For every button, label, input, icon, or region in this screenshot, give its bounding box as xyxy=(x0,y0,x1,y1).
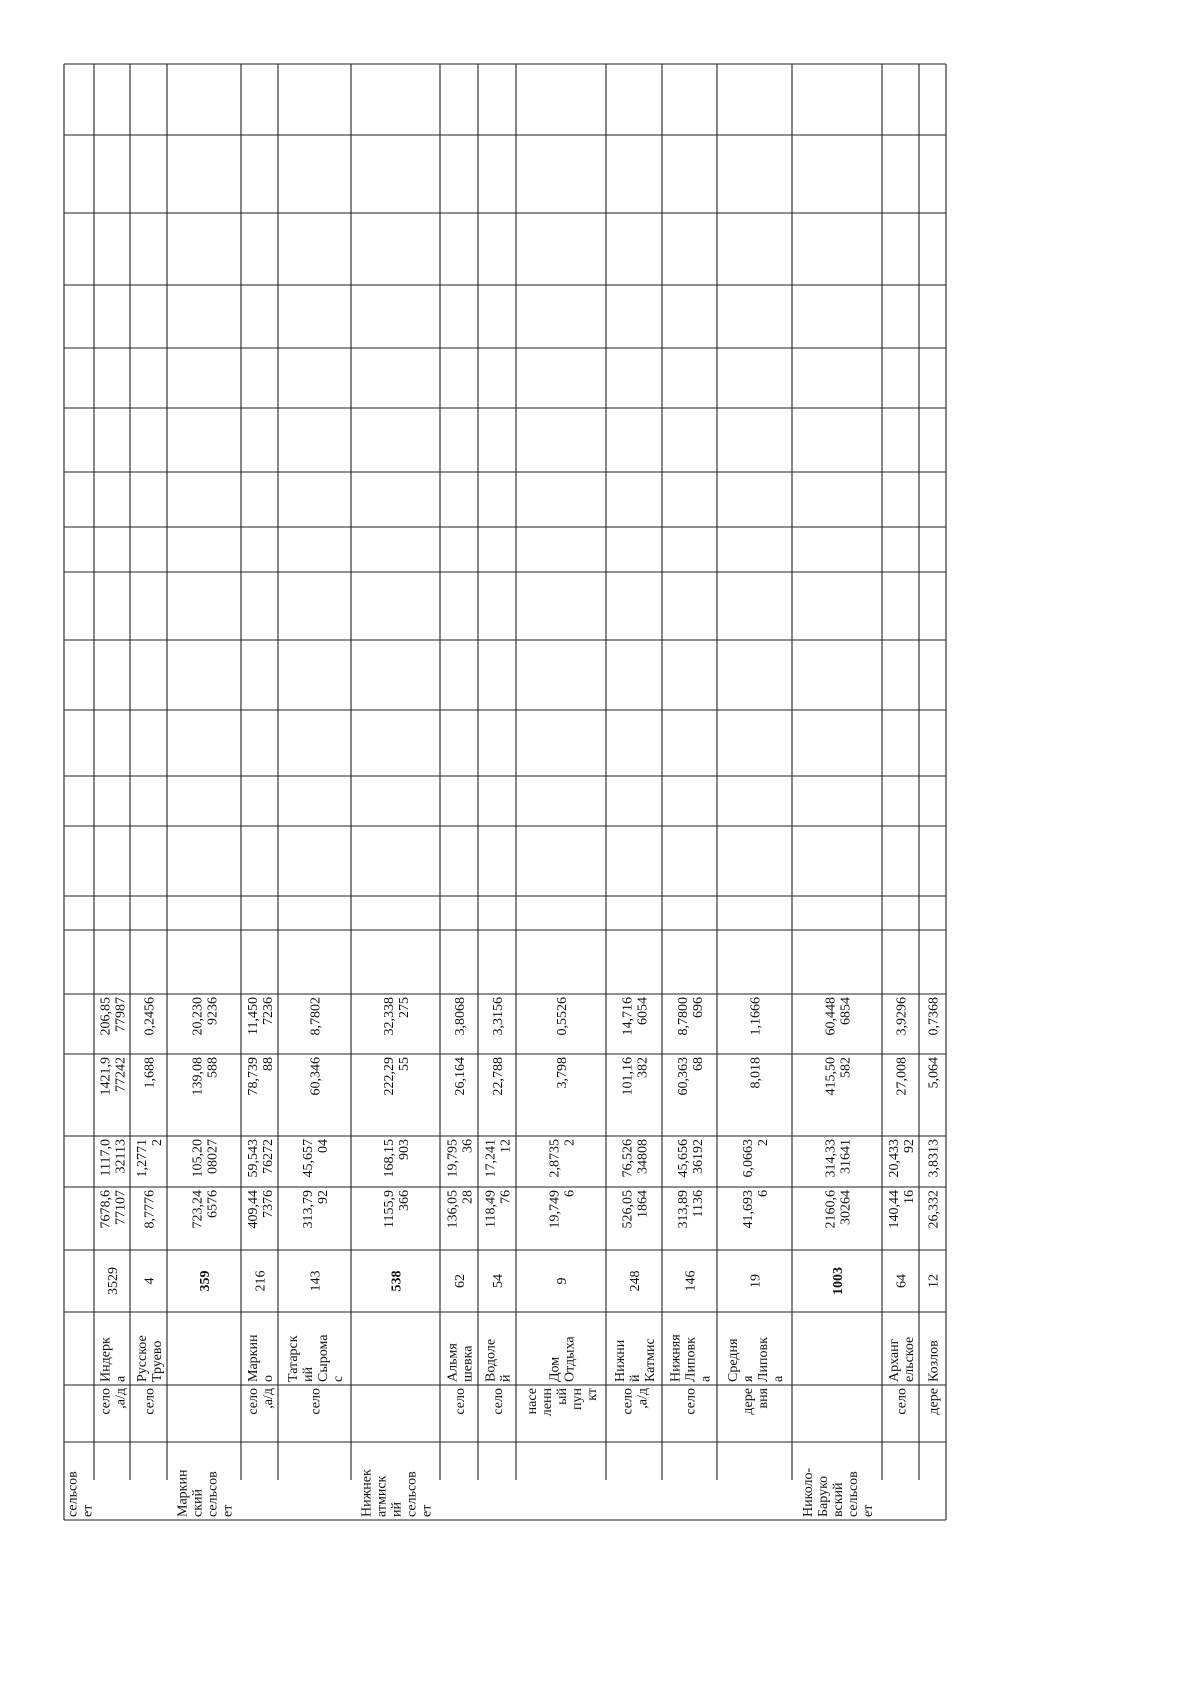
value-cell-3 xyxy=(191,1057,221,1096)
settlement-name-cell-line: Средня xyxy=(726,1338,741,1382)
settlement-name-cell-line: Маркин xyxy=(246,1334,261,1382)
population-cell-line: 1003 xyxy=(831,1267,846,1295)
value-cell-1-line: 8,7776 xyxy=(142,1190,158,1229)
value-cell-4 xyxy=(895,997,910,1036)
value-cell-2-line: 08027 xyxy=(205,1139,221,1174)
settlement-name-cell-line: Дом xyxy=(547,1356,563,1382)
settlement-name-cell-line: Индерк xyxy=(98,1337,114,1382)
value-cell-3 xyxy=(491,1057,506,1096)
settlement-name-cell-line: я xyxy=(741,1375,756,1382)
settlement-name-cell-line: Липовк xyxy=(683,1337,699,1382)
value-cell-3-line: 55 xyxy=(397,1057,412,1071)
value-cell-1 xyxy=(143,1190,158,1229)
value-cell-2 xyxy=(446,1139,476,1178)
value-cell-1 xyxy=(621,1190,651,1229)
value-cell-3-line: 27,008 xyxy=(894,1057,910,1096)
settlement-name-cell xyxy=(246,1334,276,1382)
settlement-type-cell-line: ,а/д xyxy=(635,1388,651,1409)
value-cell-1 xyxy=(382,1190,412,1228)
population-cell xyxy=(831,1267,846,1295)
settlement-name-cell-line: с xyxy=(331,1375,346,1382)
district-cell-line: Маркин xyxy=(175,1469,191,1517)
value-cell-3-line: 78,739 xyxy=(246,1057,261,1096)
value-cell-4 xyxy=(191,997,221,1036)
value-cell-3 xyxy=(621,1057,651,1096)
header-fragment-line: сельсов xyxy=(65,1471,81,1517)
value-cell-4 xyxy=(555,997,570,1036)
settlement-name-cell-line: Татарск xyxy=(286,1335,301,1382)
district-cell-line: ский xyxy=(190,1489,206,1517)
value-cell-2-line: 59,543 xyxy=(246,1139,261,1178)
value-cell-1-line: 26,332 xyxy=(926,1190,942,1229)
value-cell-4-line: 32,338 xyxy=(382,997,397,1036)
population-cell-line: 359 xyxy=(198,1270,213,1292)
value-cell-2 xyxy=(621,1139,651,1178)
settlement-type-cell-line: село xyxy=(894,1388,910,1415)
value-cell-4-line: 275 xyxy=(397,997,412,1018)
value-cell-1-line: 16 xyxy=(902,1190,917,1204)
settlement-type-cell xyxy=(621,1388,651,1415)
settlement-name-cell xyxy=(99,1337,129,1382)
value-cell-1-line: 723,24 xyxy=(190,1190,206,1229)
value-cell-2-line: 6,0663 xyxy=(741,1139,756,1178)
value-cell-4-line: 0,2456 xyxy=(142,997,158,1036)
value-cell-4-line: 6854 xyxy=(838,997,854,1025)
value-cell-3 xyxy=(309,1057,324,1096)
value-cell-3 xyxy=(143,1057,158,1089)
district-cell-line: ет xyxy=(220,1504,236,1517)
value-cell-1 xyxy=(191,1190,221,1229)
value-cell-2 xyxy=(99,1139,129,1176)
settlement-name-cell-line: Арханг xyxy=(887,1338,902,1382)
value-cell-3 xyxy=(927,1057,942,1089)
value-cell-3-line: 22,788 xyxy=(491,1057,506,1096)
settlement-name-cell xyxy=(135,1335,165,1382)
value-cell-2 xyxy=(246,1139,276,1178)
value-cell-3-line: 1421,9 xyxy=(98,1057,114,1096)
settlement-type-cell-line: насе xyxy=(525,1388,540,1415)
settlement-type-cell-line: село xyxy=(491,1388,506,1415)
value-cell-1 xyxy=(824,1190,854,1229)
settlement-name-cell-line: о xyxy=(261,1375,276,1382)
value-cell-1 xyxy=(548,1190,578,1229)
value-cell-2-line: 2 xyxy=(150,1139,165,1146)
value-cell-1-line: 409,44 xyxy=(246,1190,261,1229)
value-cell-3-line: 222,29 xyxy=(382,1057,397,1096)
settlement-type-cell-line: вня xyxy=(756,1388,771,1409)
value-cell-3-line: 588 xyxy=(205,1057,221,1078)
district-cell-line: Нижнек xyxy=(359,1469,375,1517)
value-cell-3 xyxy=(749,1057,764,1089)
value-cell-2 xyxy=(191,1139,221,1178)
value-cell-4-line: 0,7368 xyxy=(926,997,942,1036)
value-cell-1 xyxy=(484,1190,514,1228)
value-cell-4-line: 3,9296 xyxy=(894,997,910,1036)
population-cell xyxy=(491,1274,506,1288)
settlement-type-cell-line: село xyxy=(453,1388,468,1415)
value-cell-1 xyxy=(246,1190,276,1229)
value-cell-3-line: 1,688 xyxy=(142,1057,158,1089)
settlement-name-cell xyxy=(669,1334,714,1382)
value-cell-1-line: 6576 xyxy=(205,1190,221,1218)
value-cell-3 xyxy=(246,1057,276,1096)
value-cell-1-line: 76 xyxy=(498,1190,514,1204)
value-cell-2-line: 17,241 xyxy=(483,1139,499,1178)
settlement-name-cell xyxy=(484,1339,514,1382)
value-cell-4 xyxy=(927,997,942,1036)
settlement-name-cell xyxy=(927,1340,942,1382)
population-cell xyxy=(143,1278,158,1285)
settlement-name-cell xyxy=(726,1337,786,1382)
settlement-name-cell-line: Козлов xyxy=(926,1340,942,1382)
value-cell-2 xyxy=(824,1139,854,1178)
value-cell-3 xyxy=(824,1057,854,1096)
value-cell-1-line: 136,05 xyxy=(445,1190,461,1229)
value-cell-3-line: 382 xyxy=(635,1057,651,1078)
value-cell-3 xyxy=(895,1057,910,1096)
value-cell-1-line: 6 xyxy=(562,1190,578,1197)
settlement-type-cell xyxy=(927,1388,942,1415)
value-cell-2 xyxy=(301,1139,331,1178)
population-cell xyxy=(628,1271,643,1292)
settlement-type-cell xyxy=(453,1388,468,1415)
population-cell-line: 19 xyxy=(748,1274,764,1288)
settlement-type-cell-line: село xyxy=(308,1388,324,1415)
population-cell xyxy=(106,1267,121,1295)
value-cell-3-line: 8,018 xyxy=(748,1057,764,1089)
settlement-name-cell-line: ельское xyxy=(902,1336,917,1382)
district-cell-line: Николо- xyxy=(801,1467,816,1517)
value-cell-3-line: 60,346 xyxy=(308,1057,324,1096)
settlement-type-cell xyxy=(741,1387,771,1414)
value-cell-3-line: 101,16 xyxy=(620,1057,636,1096)
settlement-name-cell-line: й xyxy=(498,1374,514,1382)
population-cell-line: 143 xyxy=(308,1270,324,1292)
district-cell-line: сельсов xyxy=(205,1471,221,1517)
settlement-type-cell-line: ,а/д xyxy=(261,1388,276,1409)
value-cell-1 xyxy=(99,1190,129,1229)
value-cell-4 xyxy=(621,997,651,1036)
value-cell-1-line: 1864 xyxy=(635,1190,651,1218)
value-cell-1-line: 30264 xyxy=(838,1190,854,1225)
value-cell-2-line: 31641 xyxy=(838,1139,854,1174)
settlement-name-cell xyxy=(286,1334,346,1382)
settlement-type-cell-line: село xyxy=(98,1388,114,1415)
settlement-type-cell-line: село xyxy=(246,1388,261,1415)
settlement-name-cell-line: Нижняя xyxy=(668,1334,684,1382)
value-cell-1 xyxy=(301,1190,331,1229)
settlement-name-cell-line: Катмис xyxy=(643,1338,658,1382)
settlement-name-cell-line: Альмя xyxy=(445,1343,461,1382)
settlement-type-cell xyxy=(491,1388,506,1415)
settlement-type-cell xyxy=(684,1388,699,1415)
population-cell-line: 12 xyxy=(926,1274,942,1288)
value-cell-3 xyxy=(382,1057,412,1096)
district-cell-line: сельсов xyxy=(846,1471,861,1517)
value-cell-2-line: 168,15 xyxy=(382,1139,397,1178)
value-cell-3 xyxy=(555,1057,570,1089)
table-cells xyxy=(66,997,942,1517)
population-cell-line: 54 xyxy=(491,1274,506,1288)
population-cell xyxy=(555,1278,570,1285)
value-cell-3-line: 582 xyxy=(838,1057,854,1078)
value-cell-1-line: 526,05 xyxy=(620,1190,636,1229)
value-cell-4 xyxy=(309,997,324,1036)
value-cell-4-line: 3,8068 xyxy=(453,997,468,1036)
population-cell-line: 62 xyxy=(453,1274,468,1288)
value-cell-4 xyxy=(491,997,506,1036)
settlement-name-cell xyxy=(446,1343,476,1382)
value-cell-2 xyxy=(382,1139,412,1178)
settlement-name-cell-line: а xyxy=(698,1375,714,1382)
district-cell-line: Баруко xyxy=(816,1475,831,1517)
settlement-name-cell-line: шевка xyxy=(460,1345,476,1382)
settlement-name-cell-line: ий xyxy=(301,1367,316,1382)
population-cell xyxy=(749,1274,764,1288)
district-cell-line: ет xyxy=(861,1504,876,1517)
value-cell-2 xyxy=(135,1139,165,1178)
value-cell-2-line: 32113 xyxy=(113,1139,129,1174)
value-cell-4-line: 20,230 xyxy=(190,997,206,1036)
value-cell-2-line: 2 xyxy=(562,1139,578,1146)
value-cell-3 xyxy=(453,1057,468,1096)
district-cell xyxy=(801,1468,876,1517)
value-cell-4-line: 3,3156 xyxy=(491,997,506,1036)
settlement-type-cell-line: ленн xyxy=(540,1388,555,1417)
value-cell-2-line: 19,795 xyxy=(445,1139,461,1178)
value-cell-2-line: 45,657 xyxy=(301,1139,316,1178)
value-cell-4 xyxy=(749,997,764,1036)
settlement-name-cell-line: Труево xyxy=(150,1340,165,1382)
value-cell-1-line: 313,79 xyxy=(301,1190,316,1229)
value-cell-1-line: 7376 xyxy=(261,1190,276,1218)
value-cell-1-line: 6 xyxy=(756,1190,771,1197)
population-cell xyxy=(684,1271,699,1292)
value-cell-1-line: 2160,6 xyxy=(823,1190,839,1229)
value-cell-4-line: 7236 xyxy=(261,997,276,1025)
population-cell xyxy=(927,1274,942,1288)
value-cell-4-line: 6054 xyxy=(635,997,651,1025)
value-cell-3 xyxy=(99,1057,129,1096)
value-cell-1 xyxy=(446,1190,476,1229)
value-cell-2-line: 76,526 xyxy=(620,1139,636,1178)
value-cell-2 xyxy=(676,1139,706,1178)
settlement-type-cell xyxy=(309,1388,324,1415)
value-cell-3-line: 68 xyxy=(691,1057,706,1071)
population-cell xyxy=(453,1274,468,1288)
settlement-name-cell xyxy=(613,1338,658,1382)
settlement-name-cell xyxy=(548,1336,578,1382)
population-cell xyxy=(309,1271,324,1292)
value-cell-4 xyxy=(453,997,468,1036)
population-cell xyxy=(198,1271,213,1292)
value-cell-4 xyxy=(99,997,129,1036)
value-cell-4-line: 696 xyxy=(691,997,706,1018)
value-cell-1-line: 92 xyxy=(316,1190,331,1204)
population-cell xyxy=(390,1271,405,1292)
value-cell-3-line: 77242 xyxy=(113,1057,129,1092)
settlement-name-cell-line: Отдыха xyxy=(562,1336,578,1382)
value-cell-4-line: 9236 xyxy=(205,997,221,1025)
value-cell-4-line: 1,1666 xyxy=(748,997,764,1036)
value-cell-4 xyxy=(382,997,412,1036)
settlement-name-cell-line: й xyxy=(628,1374,643,1382)
settlement-type-cell xyxy=(246,1388,276,1415)
settlement-type-cell-line: ,а/д xyxy=(113,1388,129,1409)
value-cell-3-line: 139,08 xyxy=(190,1057,206,1096)
population-cell xyxy=(254,1271,269,1292)
settlement-type-cell-line: село xyxy=(683,1388,699,1415)
value-cell-1 xyxy=(927,1190,942,1229)
value-cell-2-line: 20,433 xyxy=(887,1139,902,1178)
value-cell-1-line: 77107 xyxy=(113,1190,129,1225)
value-cell-1 xyxy=(741,1190,771,1229)
settlement-name-cell-line: Водоле xyxy=(483,1338,499,1382)
value-cell-1 xyxy=(676,1190,706,1229)
population-cell-line: 538 xyxy=(389,1270,405,1292)
value-cell-1-line: 41,693 xyxy=(741,1190,756,1229)
table-grid xyxy=(64,64,946,1520)
settlement-type-cell-line: дере xyxy=(741,1388,756,1415)
population-cell-line: 248 xyxy=(628,1270,643,1292)
district-cell-line: ет xyxy=(419,1504,435,1517)
population-cell-line: 4 xyxy=(142,1277,158,1285)
settlement-name-cell-line: Липовк xyxy=(756,1337,771,1382)
value-cell-4-line: 206,85 xyxy=(98,997,114,1036)
value-cell-2-line: 903 xyxy=(397,1139,412,1160)
value-cell-4-line: 0,5526 xyxy=(555,997,570,1036)
settlement-name-cell-line: а xyxy=(771,1375,786,1382)
value-cell-3 xyxy=(676,1057,706,1096)
value-cell-2-line: 105,20 xyxy=(190,1139,206,1178)
district-cell-line: ий xyxy=(389,1502,405,1517)
value-cell-4-line: 8,7802 xyxy=(308,997,324,1036)
settlement-name-cell-line: Нижни xyxy=(613,1339,628,1382)
value-cell-1-line: 140,44 xyxy=(887,1190,902,1229)
settlement-type-cell xyxy=(99,1388,129,1415)
district-cell-line: сельсов xyxy=(404,1471,420,1517)
settlement-type-cell xyxy=(143,1388,158,1415)
population-cell xyxy=(895,1274,910,1288)
value-cell-3-line: 3,798 xyxy=(555,1057,570,1089)
district-cell xyxy=(176,1469,236,1517)
value-cell-3-line: 26,164 xyxy=(453,1057,468,1096)
value-cell-1 xyxy=(887,1190,917,1229)
settlement-type-cell-line: ый xyxy=(555,1388,570,1405)
settlement-name-cell-line: Русское xyxy=(135,1335,150,1382)
value-cell-4 xyxy=(824,997,854,1036)
settlement-type-cell-line: пун xyxy=(570,1388,585,1410)
population-cell-line: 9 xyxy=(555,1277,570,1285)
value-cell-2-line: 2,8735 xyxy=(547,1139,563,1178)
district-cell xyxy=(360,1469,435,1517)
value-cell-2-line: 36192 xyxy=(691,1139,706,1174)
settlement-type-cell-line: село xyxy=(620,1388,636,1415)
value-cell-2-line: 34808 xyxy=(635,1139,651,1174)
value-cell-1-line: 313,89 xyxy=(676,1190,691,1229)
value-cell-1-line: 366 xyxy=(397,1190,412,1211)
value-cell-2-line: 12 xyxy=(498,1139,514,1153)
value-cell-4 xyxy=(246,997,276,1035)
value-cell-2 xyxy=(484,1139,514,1178)
value-cell-4-line: 11,450 xyxy=(246,997,261,1035)
population-cell-line: 146 xyxy=(683,1270,699,1292)
population-cell-line: 3529 xyxy=(106,1267,121,1295)
value-cell-1-line: 118,49 xyxy=(483,1190,499,1228)
value-cell-4 xyxy=(676,997,706,1036)
value-cell-2-line: 76272 xyxy=(261,1139,276,1174)
value-cell-1-line: 28 xyxy=(460,1190,476,1204)
settlement-name-cell-line: а xyxy=(113,1375,129,1382)
value-cell-2 xyxy=(548,1139,578,1178)
value-cell-1-line: 7678,6 xyxy=(98,1190,114,1229)
population-cell-line: 216 xyxy=(253,1270,269,1292)
value-cell-2-line: 45,656 xyxy=(676,1139,691,1178)
value-cell-2-line: 3,8313 xyxy=(926,1139,942,1178)
settlement-name-cell xyxy=(887,1337,917,1382)
header-fragment xyxy=(66,1471,96,1517)
settlement-type-cell xyxy=(895,1388,910,1415)
district-cell-line: вский xyxy=(831,1482,846,1517)
value-cell-2-line: 04 xyxy=(316,1139,331,1153)
value-cell-2-line: 36 xyxy=(460,1139,476,1153)
value-cell-2 xyxy=(927,1139,942,1178)
value-cell-2-line: 92 xyxy=(902,1139,917,1153)
value-cell-3-line: 60,363 xyxy=(676,1057,691,1096)
value-cell-2 xyxy=(741,1139,771,1178)
value-cell-2-line: 314,33 xyxy=(823,1139,839,1178)
settlement-type-cell-line: дере xyxy=(926,1388,942,1415)
value-cell-4-line: 60,448 xyxy=(823,997,839,1036)
settlement-type-cell xyxy=(525,1387,600,1416)
value-cell-3-line: 5,064 xyxy=(926,1057,942,1089)
value-cell-4 xyxy=(143,997,158,1036)
district-cell-line: атмиск xyxy=(374,1475,390,1517)
population-cell-line: 64 xyxy=(894,1274,910,1288)
value-cell-2-line: 1,2771 xyxy=(135,1139,150,1178)
value-cell-3-line: 415,50 xyxy=(823,1057,839,1096)
value-cell-2 xyxy=(887,1139,917,1178)
value-cell-2-line: 2 xyxy=(756,1139,771,1146)
value-cell-4-line: 14,716 xyxy=(620,997,636,1036)
value-cell-1-line: 1155,9 xyxy=(382,1190,397,1228)
settlement-type-cell-line: кт xyxy=(585,1388,600,1401)
value-cell-3-line: 88 xyxy=(261,1057,276,1071)
value-cell-2-line: 1117,0 xyxy=(98,1139,114,1177)
value-cell-1-line: 19,749 xyxy=(547,1190,563,1229)
settlement-name-cell-line: Сырома xyxy=(316,1334,331,1382)
header-fragment-line: ет xyxy=(80,1504,96,1517)
value-cell-4-line: 77987 xyxy=(113,997,129,1032)
settlement-type-cell-line: село xyxy=(142,1388,158,1415)
value-cell-4-line: 8,7800 xyxy=(676,997,691,1036)
value-cell-1-line: 1136 xyxy=(691,1190,706,1218)
